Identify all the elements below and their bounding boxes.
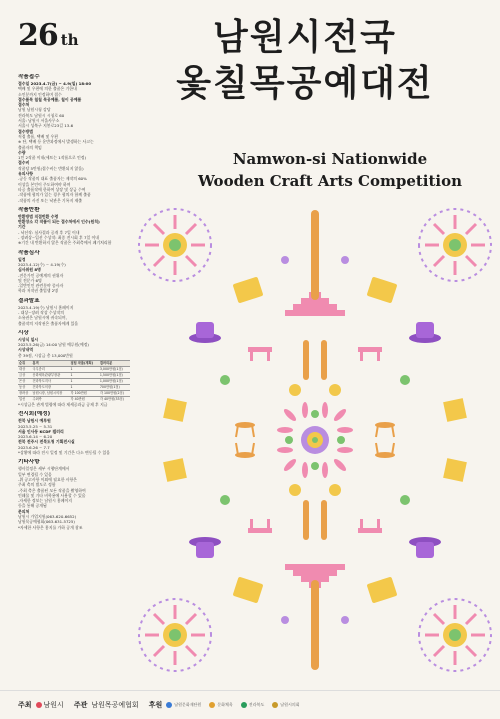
namwon-logo-icon	[36, 702, 42, 708]
table-cell: 1,000만원(1점)	[99, 379, 130, 385]
info-line: 문의처	[18, 508, 30, 514]
sponsor-2: 문화체육	[209, 702, 232, 708]
table-cell: 각 40만원	[70, 396, 99, 401]
korean-title-line2: 옻칠목공예대전	[176, 62, 434, 104]
table-cell: 1,500만원(1점)	[99, 373, 130, 379]
info-line: 전북 전주시 전북도청 기획전시실	[18, 439, 75, 445]
info-line: -전문가인 공예계의 권위자	[18, 272, 64, 278]
info-line: 남원시 가업지원(063-620-6652)	[18, 514, 77, 519]
english-title-line2: Wooden Craft Arts Competition	[197, 172, 463, 190]
info-line: 서울 인사동 KCDF 갤러리	[18, 428, 64, 434]
info-line: 접수방법	[18, 128, 34, 134]
section-heading-results: 결과발표	[18, 297, 40, 304]
info-column	[18, 70, 130, 530]
info-line: 남원목공예협회(063-631-5725)	[18, 519, 75, 525]
info-line: 일부 변경될 수 있음	[18, 471, 52, 477]
info-line: 2023.6.14 ~ 6.20	[18, 434, 53, 440]
host-org	[36, 700, 64, 710]
info-line: - 낙선작: 심사결과 공개 후 7일 이내	[18, 229, 80, 235]
edition-value: 26	[18, 18, 58, 53]
footer-credits	[0, 690, 500, 719]
prize-table-note: *시상금은 관계 법령에 따라 제세공과금 공제 후 지급	[18, 401, 108, 407]
info-line: 학과 저작권 출업생 2명	[18, 288, 59, 294]
info-line: 2023.6.26 ~ 7.7	[18, 444, 50, 450]
info-line: 출품자의 책임	[18, 144, 42, 150]
table-row	[18, 390, 130, 396]
info-line: 반환방법 직접반환 수령	[18, 213, 59, 219]
info-line: 총 39점, 시상금 총 13,000만원	[18, 352, 73, 358]
section-heading-other: 기타사항	[18, 459, 40, 466]
info-line: 시상식 일시	[18, 336, 39, 342]
info-line: 전라북도 남원시 시청로 60	[18, 112, 65, 118]
section-heading-judging: 작품심사	[18, 249, 40, 256]
cabinet-shape	[233, 276, 264, 303]
decorative-craft-illustration	[135, 190, 495, 690]
prize-table	[18, 360, 130, 402]
info-line: 시상내역	[18, 347, 34, 353]
table-cell: 동상	[18, 385, 31, 391]
info-line: 행사일정은 세부 시행단계에서	[18, 466, 70, 472]
info-line: 서울: 남원시 서울사무소	[18, 118, 60, 124]
table-cell: 각 40만원(33점)	[99, 396, 130, 401]
info-line: ※ 단, 택배 등 운반과정에서 발생하는 사고는	[18, 139, 94, 145]
table-cell: 대상	[18, 367, 31, 373]
table-shape	[248, 347, 272, 361]
host-name: 남원시	[43, 701, 64, 709]
info-line: 기간	[18, 224, 26, 230]
table-cell: 전라북도의장	[31, 385, 69, 391]
table-cell: 1	[70, 373, 99, 379]
organizer-name: 남원목공예협회	[91, 701, 139, 709]
info-line: 수량	[18, 149, 26, 155]
info-line: 택배 및 우편에 의한 출품은 기한내	[18, 86, 77, 92]
prize-header-cell: 순위	[18, 361, 31, 367]
table-cell: 700만원(1점)	[99, 385, 130, 391]
info-line: -자세한 정보는 남원시 홈페이지	[18, 498, 72, 504]
table-cell: 3,000만원(1점)	[99, 367, 130, 373]
prize-header-cell: 점팀 작품(계획)	[70, 361, 99, 367]
info-line: ※기간 내 반환하지 않은 작품은 주최측에서 폐기처리함	[18, 240, 112, 246]
info-line: -주최 측은 출품된 모든 작품을 촬영하여	[18, 487, 86, 493]
sponsor-4: 남원시의회	[272, 702, 299, 708]
table-cell: 장려상	[18, 390, 31, 396]
info-line: 전북 남원시 예루원	[18, 418, 51, 424]
prize-header-cell: 갤러리분	[99, 361, 130, 367]
info-line: 일정	[18, 256, 26, 262]
edition-number	[18, 18, 79, 53]
info-line: -공동 작품의 대표 출품자는 제작의 60%	[18, 176, 87, 182]
section-heading-submission: 작품접수	[18, 74, 40, 80]
info-line: 접수품목 칠칠 목공예품, 칠이 공예품	[18, 96, 82, 102]
sponsor-1: 남원문화재단원	[166, 702, 201, 708]
table-cell: 입선	[18, 396, 31, 401]
info-line: -일반인인 관련분야 종사자	[18, 283, 64, 289]
info-line: 주최 측의 별도로 정함	[18, 482, 56, 488]
sponsor-label: 후원	[148, 701, 163, 709]
section-heading-exhibition: 전시회(예정)	[18, 411, 51, 418]
sponsor-logo-icon	[241, 702, 247, 708]
table-cell: 1	[70, 385, 99, 391]
english-title	[170, 148, 490, 192]
section-heading-awards: 시상	[18, 329, 29, 336]
info-line: 인쇄물 및 기타 비학용에 사용할 수 있음	[18, 492, 86, 498]
info-line: 출품작의 저작권은 출품자에게 있음	[18, 320, 79, 326]
info-line: 남원 남원시청 강당	[18, 107, 51, 113]
info-line: 및 전문가 6명	[18, 277, 42, 283]
organizer-label: 주관	[73, 701, 88, 709]
table-cell: 전라북도지사	[31, 379, 69, 385]
table-cell: 1	[70, 367, 99, 373]
info-line: 유의사항	[18, 171, 34, 177]
info-line: - 대상~장려 작상 수상작의	[18, 309, 64, 315]
korean-title-line1: 남원시전국	[213, 16, 397, 58]
table-cell: 1	[70, 379, 99, 385]
sponsor-logo-icon	[166, 702, 172, 708]
lacquer-hat-shape	[189, 322, 221, 343]
table-cell: 국무총리	[31, 367, 69, 373]
prize-header-cell: 훈격	[31, 361, 69, 367]
info-line: 소인분까지 인정하며 접수	[18, 91, 62, 97]
info-line: 2023.4.12(수) ~ 4.19(수)	[18, 261, 66, 267]
table-cell: 주최측	[31, 396, 69, 401]
info-line: 접수처	[18, 102, 30, 108]
host-label: 주최	[18, 701, 32, 709]
info-line: 심사위원 8명	[18, 267, 41, 273]
info-line: 2023.5.25 ~ 5.31	[18, 423, 53, 429]
korean-title	[120, 14, 490, 106]
sponsor-3: 전라북도	[241, 702, 264, 708]
section-heading-return: 작품반환	[18, 206, 40, 213]
info-line: -위 공고사항 이외에 필요한 사항은	[18, 476, 77, 482]
table-cell: 남원시장, 남원시의장	[31, 390, 69, 396]
info-line: 이상을 본인이 주도하여야 하며	[18, 181, 71, 187]
info-line: 소유권은 남원시에 귀속되며,	[18, 315, 67, 321]
info-line: *상황에 따라 전시 일정 및 기간은 다소 변동될 수 있음	[18, 450, 110, 456]
edition-suffix: th	[60, 31, 79, 49]
info-line: 2023.4.19(수) 남원시 홈페이지	[18, 304, 74, 310]
info-line: 1인 2작품 이내(세트는 1작품으로 인정)	[18, 155, 87, 161]
info-line: -작품에 협의가 있는 경우 협의자 함께 출품	[18, 192, 91, 198]
sponsor-logo-icon	[209, 702, 215, 708]
info-line: 2023.5.26(금) 14:00 남원 예루원(예정)	[18, 342, 89, 348]
info-line: 서울시 성북구 지봉로23길 13-6	[18, 123, 74, 129]
info-line: -작품의 사진 또는 낙관은 기록지 제출	[18, 197, 82, 203]
table-cell: 각 100만원(2점)	[99, 390, 130, 396]
info-line: 작품당 5만원(접수비는 반환되지 않음)	[18, 165, 84, 171]
table-cell: 문화체육관광부장관	[31, 373, 69, 379]
table-cell: 은상	[18, 379, 31, 385]
table-cell: 금상	[18, 373, 31, 379]
sponsor-logo-icon	[272, 702, 278, 708]
sunburst-ornament	[139, 209, 211, 281]
info-line: 접수일 2023.4.7(금) ~ 4.9(일) 18:00	[18, 81, 92, 86]
info-line: 직접 출품, 택배 및 우편	[18, 133, 59, 139]
english-title-line1: Namwon-si Nationwide	[232, 150, 428, 168]
info-line: 타공 출품작에 한하여 상장 및 상금 수여	[18, 186, 86, 192]
table-cell: 각 100만원	[70, 390, 99, 396]
info-line: 접수비	[18, 160, 30, 166]
info-line: 반환장소 각 작품이 되는 접수처에서 인수(원칙)	[18, 219, 100, 225]
info-line: *자세한 사항은 홈지를 가하 공개 참조	[18, 524, 83, 530]
info-line: - 장려상~입선 수상작: 최종 전시회 후 7일 이내	[18, 235, 99, 241]
info-line: 등을 통해 공개됨	[18, 503, 47, 509]
